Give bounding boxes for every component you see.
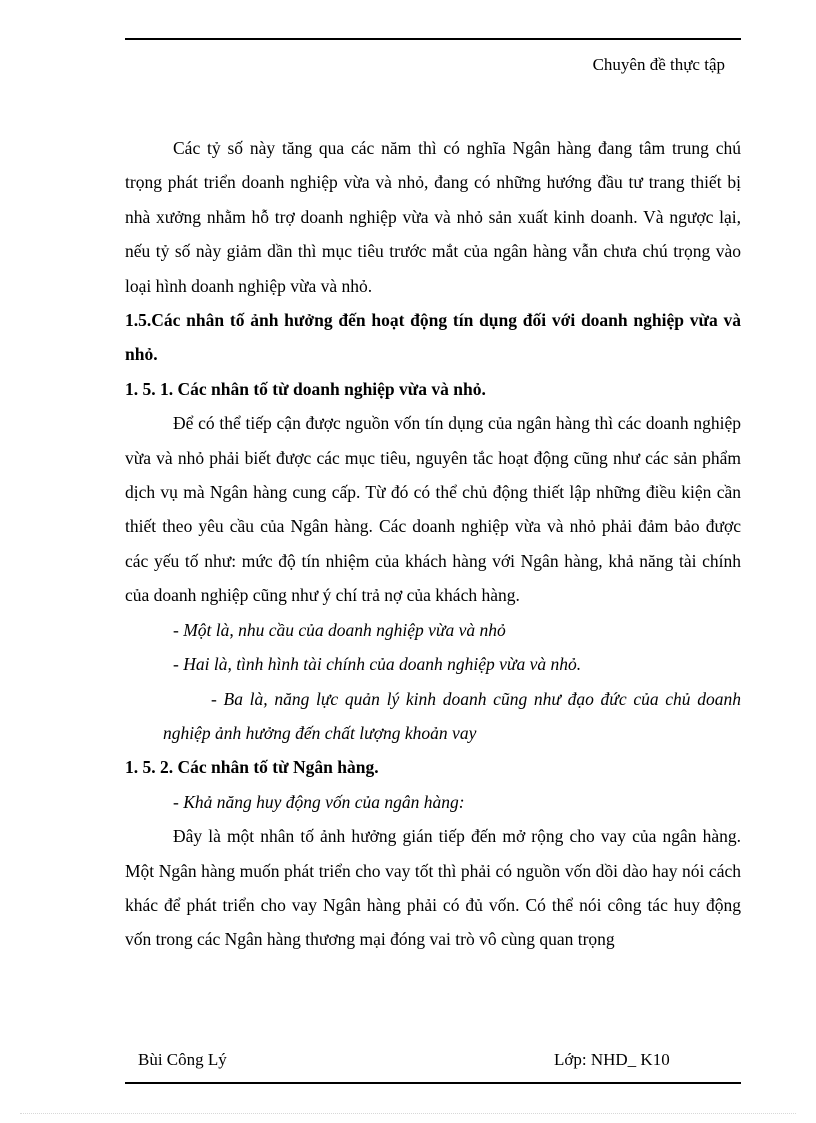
paragraph: Đây là một nhân tố ảnh hưởng gián tiếp đến mở rộng cho vay của ngân hàng. Một Ngân hàng muốn phát triển cho vay tốt thì phải có nguồn vốn dồi dào hay nói cách khác để phát triển cho vay Ngân hàng phải có đủ vốn. Có thể nói công tác huy động vốn trong các Ngân hàng thương mại đóng vai trò vô cùng quan trọng bbox=[125, 826, 741, 950]
footer-author: Bùi Công Lý bbox=[138, 1050, 227, 1069]
list-item: - Hai là, tình hình tài chính của doanh nghiệp vừa và nhỏ. bbox=[173, 654, 582, 675]
document-body bbox=[125, 131, 741, 957]
paragraph: Các tỷ số này tăng qua các năm thì có nghĩa Ngân hàng đang tâm trung chú trọng phát triển doanh nghiệp vừa và nhỏ, đang có những hướng đầu tư trang thiết bị nhà xưởng nhằm hỗ trợ doanh nghiệp vừa và nhỏ sản xuất kinh doanh. Và ngược lại, nếu tỷ số này giảm dần thì mục tiêu trước mắt của ngân hàng vẫn chưa chú trọng vào loại hình doanh nghiệp vừa và nhỏ. bbox=[125, 138, 741, 296]
paragraph: Để có thể tiếp cận được nguồn vốn tín dụng của ngân hàng thì các doanh nghiệp vừa và nhỏ phải biết được các mục tiêu, nguyên tắc hoạt động cũng như các sản phẩm dịch vụ mà Ngân hàng cung cấp. Từ đó có thể chủ động thiết lập những điều kiện cần thiết theo yêu cầu của Ngân hàng. Các doanh nghiệp vừa và nhỏ phải đảm bảo được các yếu tố như: mức độ tín nhiệm của khách hàng với Ngân hàng, khả năng tài chính của doanh nghiệp cũng như ý chí trả nợ của khách hàng. bbox=[125, 413, 741, 606]
header-rule bbox=[125, 38, 741, 40]
subsection-heading: 1. 5. 2. Các nhân tố từ Ngân hàng. bbox=[125, 757, 379, 778]
section-heading: 1.5.Các nhân tố ảnh hưởng đến hoạt động tín dụng đối với doanh nghiệp vừa và nhỏ. bbox=[125, 310, 741, 365]
list-item: - Khả năng huy động vốn của ngân hàng: bbox=[173, 791, 465, 812]
list-item: - Một là, nhu cầu của doanh nghiệp vừa và nhỏ bbox=[173, 619, 506, 640]
footer-class: Lớp: NHD_ K10 bbox=[554, 1050, 670, 1069]
subsection-heading: 1. 5. 1. Các nhân tố từ doanh nghiệp vừa và nhỏ. bbox=[125, 378, 486, 399]
list-item: - Ba là, năng lực quản lý kinh doanh cũng như đạo đức của chủ doanh nghiệp ảnh hưởng đến chất lượng khoản vay bbox=[163, 688, 741, 743]
header-title: Chuyên đề thực tập bbox=[592, 55, 725, 74]
footer-rule bbox=[125, 1082, 741, 1084]
page-edge bbox=[20, 1113, 796, 1114]
